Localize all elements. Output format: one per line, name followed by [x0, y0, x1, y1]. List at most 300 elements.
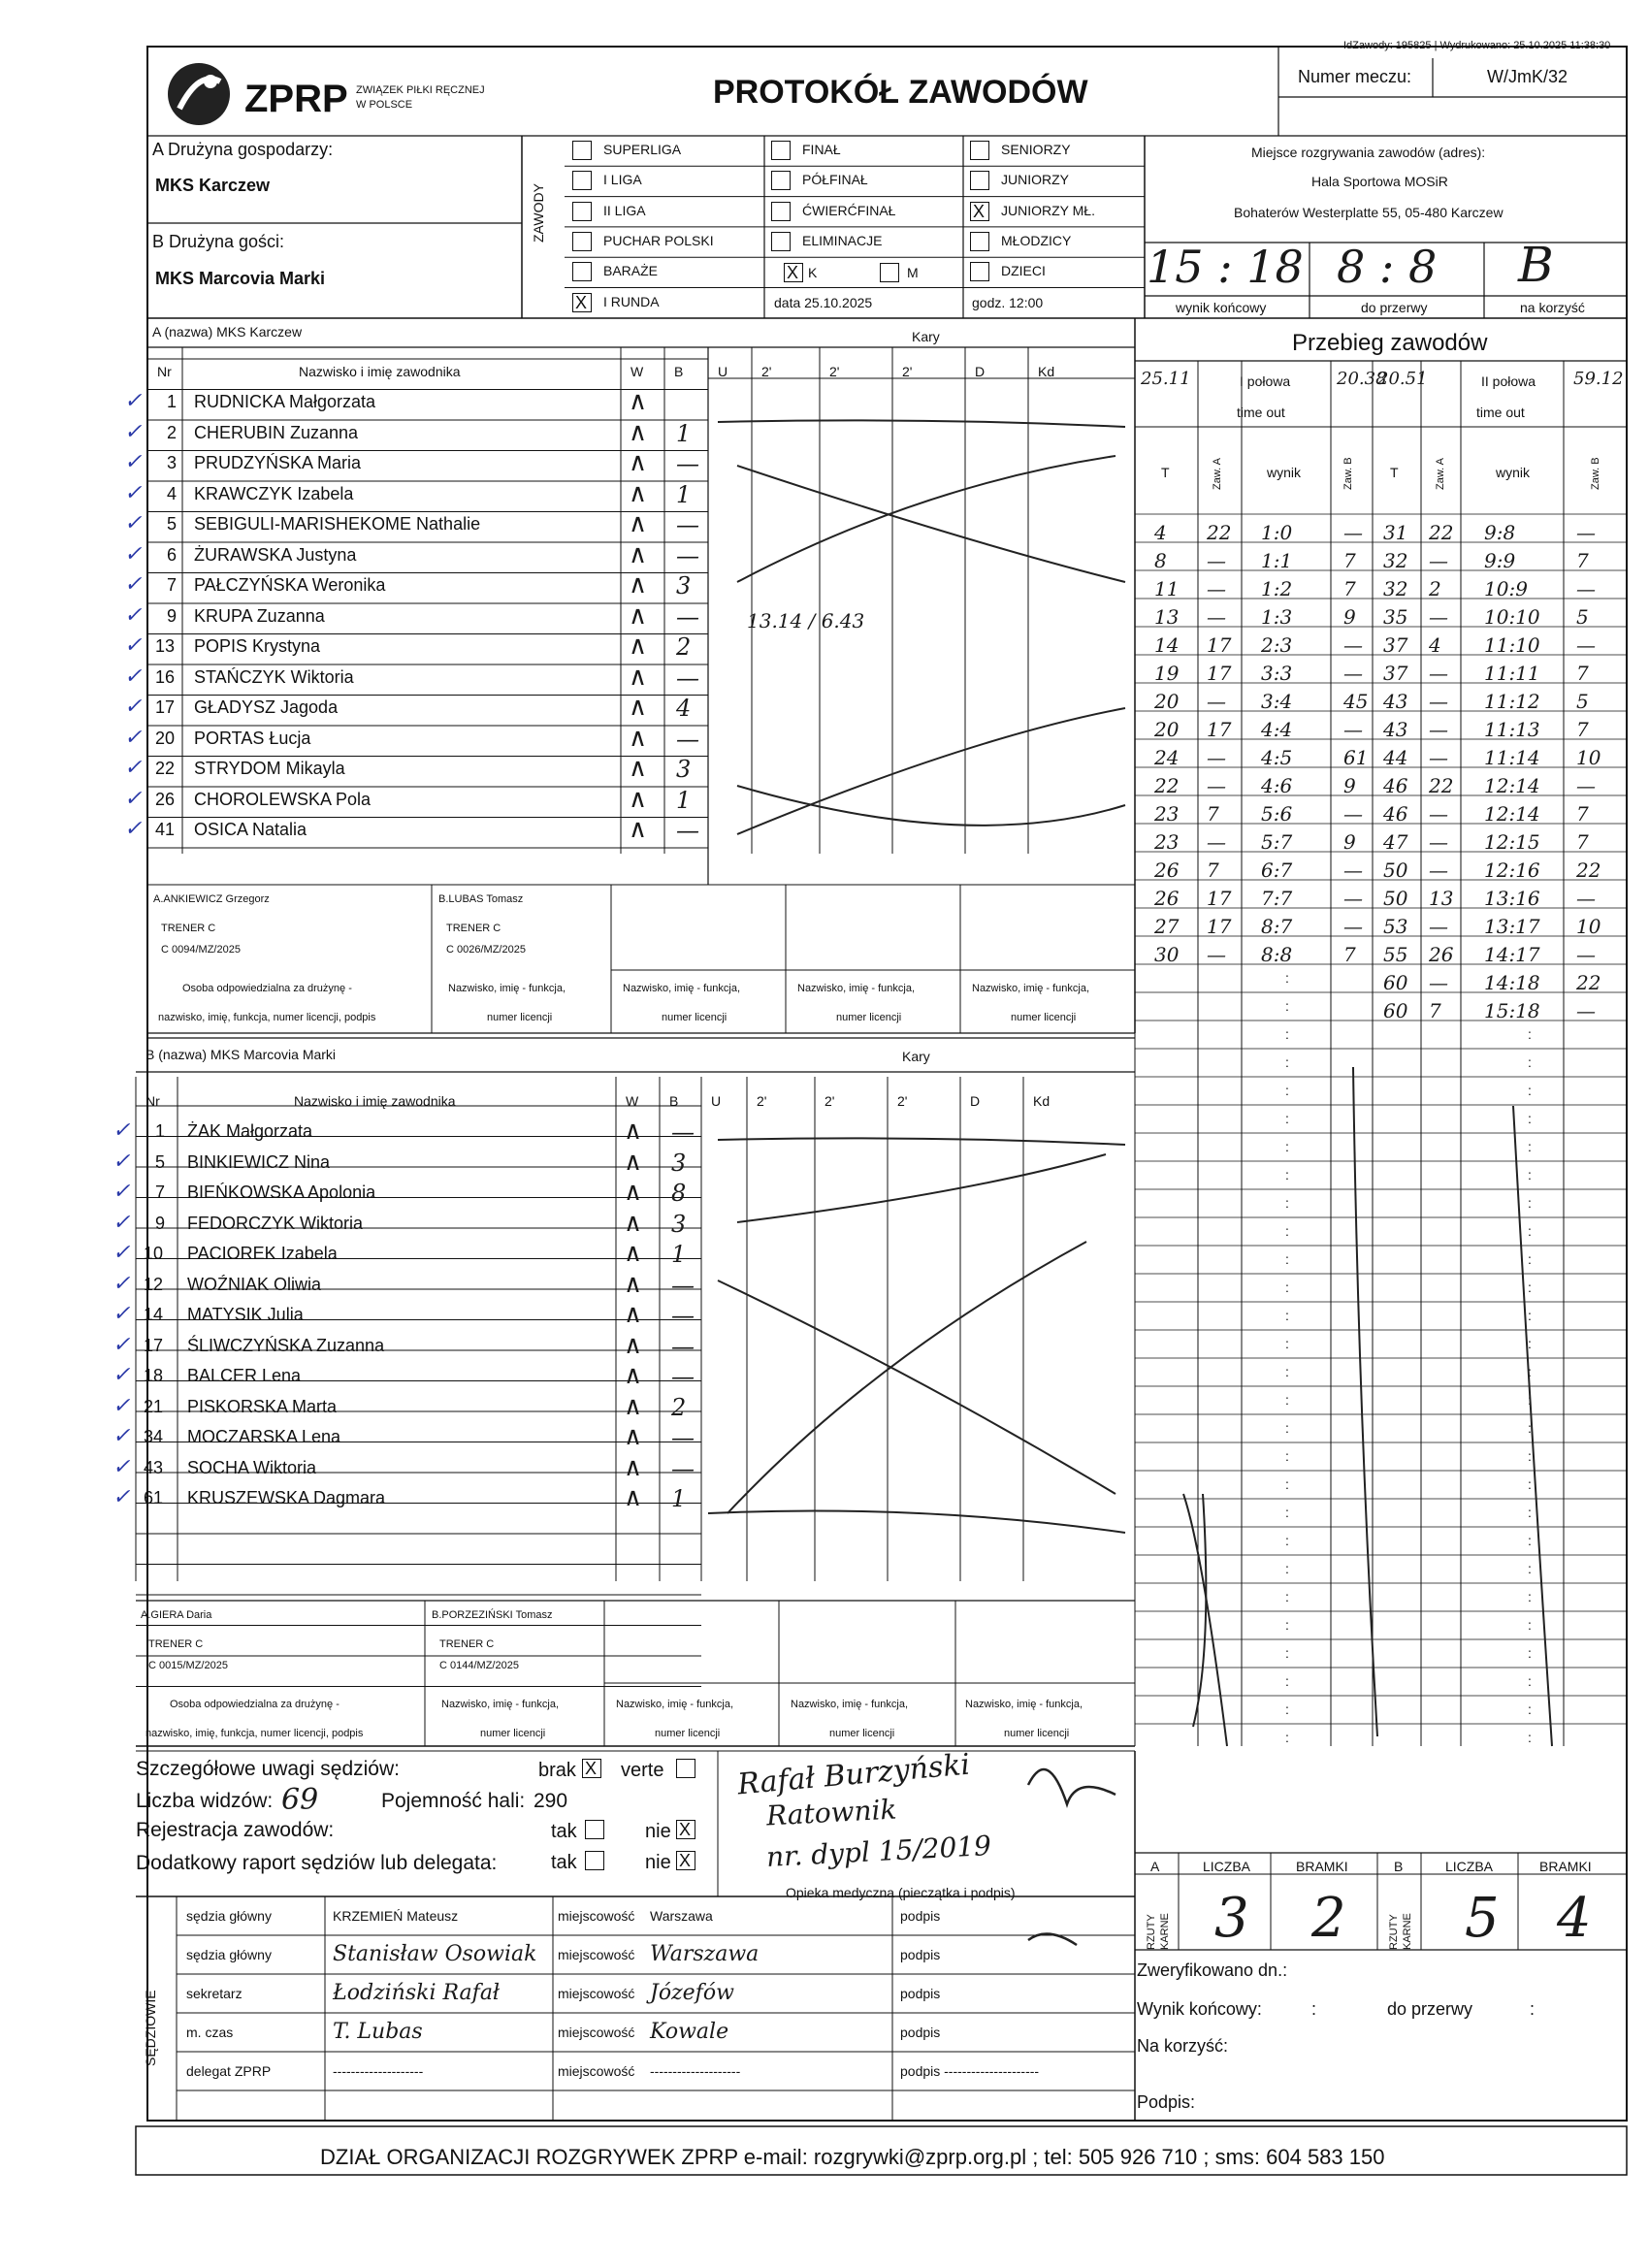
- second-half-label: II połowa: [1481, 373, 1536, 389]
- player-present-mark-icon: ∧: [624, 1391, 643, 1421]
- half-score-label: do przerwy: [1361, 300, 1428, 315]
- spectators-label: Liczba widzów:: [136, 1790, 274, 1812]
- empty-score-colon: :: [1285, 1308, 1289, 1323]
- competition-label: BARAŻE: [603, 263, 659, 279]
- empty-score-colon: :: [1528, 1533, 1532, 1548]
- column-header: 2': [829, 364, 840, 379]
- empty-score-colon: :: [1285, 1476, 1289, 1492]
- progress-cell: 55: [1383, 943, 1408, 966]
- referee-sign-label: podpis: [900, 1986, 941, 2001]
- progress-cell: 31: [1383, 521, 1408, 544]
- player-name: OSICA Natalia: [194, 820, 307, 839]
- progress-cell: 7: [1576, 549, 1589, 572]
- player-present-mark-icon: ∧: [629, 417, 648, 447]
- player-goals: —: [671, 1302, 695, 1329]
- progress-cell: 20: [1154, 690, 1180, 713]
- player-goals: —: [671, 1454, 695, 1482]
- referee-place-label: miejscowość: [558, 2063, 635, 2079]
- progress-cell: 22: [1429, 774, 1454, 797]
- progress-cell: 7: [1207, 859, 1219, 882]
- competition-label: SENIORZY: [1001, 142, 1071, 157]
- extra-report-tak: tak: [551, 1852, 577, 1873]
- player-name: BIEŃKOWSKA Apolonia: [187, 1183, 376, 1202]
- empty-score-colon: :: [1528, 1673, 1532, 1689]
- column-header: D: [970, 1093, 981, 1109]
- progress-cell: —: [1576, 887, 1596, 910]
- progress-cell: 30: [1154, 943, 1180, 966]
- column-header: D: [975, 364, 986, 379]
- official-subcaption: Nazwisko, imię - funkcja,: [448, 983, 566, 994]
- player-present-mark-icon: ∧: [624, 1117, 643, 1146]
- referee-sign-label: podpis ---------------------: [900, 2063, 1040, 2079]
- empty-score-colon: :: [1528, 1589, 1532, 1604]
- match-no: W/JmK/32: [1487, 67, 1568, 86]
- progress-cell: 7: [1429, 999, 1441, 1022]
- progress-cell: 11:12: [1484, 690, 1540, 713]
- player-number: 5: [155, 1151, 166, 1172]
- competition-label: JUNIORZY MŁ.: [1001, 202, 1095, 218]
- official-name: B.LUBAS Tomasz: [438, 893, 524, 905]
- handwritten-stroke: [737, 456, 1116, 582]
- progress-cell: —: [1429, 549, 1448, 572]
- empty-score-colon: :: [1528, 1026, 1532, 1042]
- medic-name: Rafał Burzyński: [735, 1747, 972, 1802]
- player-goals: 3: [676, 572, 692, 599]
- handwritten-stroke: [1193, 1494, 1206, 1727]
- player-number: 14: [144, 1305, 164, 1324]
- verify-checkmark-icon: ✓: [113, 1363, 131, 1387]
- competition-label: PÓŁFINAŁ: [802, 172, 868, 188]
- progress-cell: 11:10: [1484, 633, 1540, 657]
- player-number: 16: [155, 666, 176, 687]
- player-goals: 8: [671, 1180, 687, 1207]
- progress-cell: 11:13: [1484, 718, 1540, 741]
- progress-cell: 1:1: [1261, 549, 1293, 572]
- player-number: 1: [155, 1121, 166, 1141]
- pt-a-karne: KARNE: [1159, 1913, 1171, 1950]
- progress-cell: 12:14: [1484, 774, 1540, 797]
- verify-sign-label: Podpis:: [1137, 2092, 1196, 2112]
- empty-score-colon: :: [1285, 998, 1289, 1014]
- player-name: MATYSIK Julia: [187, 1305, 304, 1324]
- player-number: 43: [144, 1457, 164, 1477]
- player-number: 20: [155, 728, 176, 748]
- handwritten-stroke: [728, 1242, 1086, 1513]
- logo-sub2: W POLSCE: [356, 99, 413, 111]
- empty-score-colon: :: [1285, 1617, 1289, 1633]
- empty-score-colon: :: [1285, 1420, 1289, 1436]
- player-present-mark-icon: ∧: [629, 784, 648, 814]
- referee-place: Kowale: [650, 2020, 729, 2044]
- progress-cell: 46: [1383, 802, 1408, 826]
- progress-cell: 14: [1154, 633, 1180, 657]
- official-subcaption: numer licencji: [1004, 1728, 1070, 1739]
- verify-checkmark-icon: ✓: [124, 756, 143, 780]
- empty-score-colon: :: [1528, 1280, 1532, 1295]
- progress-cell: —: [1576, 577, 1596, 600]
- half-score: 8 : 8: [1337, 241, 1438, 293]
- progress-cell: 23: [1154, 802, 1180, 826]
- player-present-mark-icon: ∧: [624, 1208, 643, 1238]
- verify-half-label: do przerwy: [1387, 1999, 1473, 2019]
- progress-cell: 17: [1207, 915, 1232, 938]
- empty-score-colon: :: [1528, 1505, 1532, 1520]
- player-name: WOŹNIAK Oliwia: [187, 1274, 322, 1294]
- brak-label: brak: [538, 1760, 576, 1781]
- home-label: A Drużyna gospodarzy:: [152, 140, 334, 159]
- player-name: BINKIEWICZ Nina: [187, 1151, 331, 1172]
- progress-cell: 7: [1576, 802, 1589, 826]
- pt-a-goals: 2: [1311, 1887, 1346, 1950]
- progress-cell: 5: [1576, 605, 1589, 629]
- progress-cell: 5:7: [1261, 830, 1293, 854]
- progress-cell: —: [1429, 605, 1448, 629]
- handwritten-stroke: [737, 786, 1125, 826]
- progress-cell: 1:2: [1261, 577, 1293, 600]
- empty-score-colon: :: [1528, 1392, 1532, 1408]
- col-zaw-b-2: Zaw. B: [1590, 457, 1601, 490]
- empty-score-colon: :: [1285, 1251, 1289, 1267]
- referee-place-label: miejscowość: [558, 1908, 635, 1924]
- competition-checkbox-mark: X: [973, 201, 986, 221]
- player-goals: —: [671, 1118, 695, 1146]
- competition-checkbox-mark: X: [575, 292, 588, 312]
- player-present-mark-icon: ∧: [624, 1147, 643, 1177]
- empty-score-colon: :: [1285, 1054, 1289, 1070]
- player-number: 22: [155, 759, 176, 778]
- empty-score-colon: :: [1528, 1083, 1532, 1098]
- player-number: 9: [167, 605, 178, 626]
- progress-cell: —: [1429, 859, 1448, 882]
- player-name: KRAWCZYK Izabela: [194, 483, 354, 503]
- column-header: B: [674, 364, 684, 379]
- medic-role: Ratownik: [765, 1793, 898, 1832]
- referee-role: delegat ZPRP: [186, 2063, 272, 2079]
- progress-cell: 10:10: [1484, 605, 1540, 629]
- progress-cell: 50: [1383, 887, 1408, 910]
- progress-cell: —: [1207, 830, 1226, 854]
- referee-name: --------------------: [333, 2063, 424, 2079]
- empty-score-colon: :: [1528, 1054, 1532, 1070]
- progress-cell: 7: [1207, 802, 1219, 826]
- verify-checkmark-icon: ✓: [124, 572, 143, 597]
- progress-cell: 60: [1383, 999, 1408, 1022]
- verify-checkmark-icon: ✓: [124, 511, 143, 535]
- handwritten-stroke: [1028, 1934, 1077, 1945]
- progress-cell: —: [1343, 633, 1363, 657]
- registration-label: Rejestracja zawodów:: [136, 1819, 335, 1841]
- progress-cell: 10:9: [1484, 577, 1528, 600]
- verify-checkmark-icon: ✓: [113, 1118, 131, 1143]
- empty-score-colon: :: [1528, 1617, 1532, 1633]
- referee-role: sekretarz: [186, 1986, 242, 2001]
- empty-score-colon: :: [1528, 1730, 1532, 1745]
- player-name: PRUDZYŃSKA Maria: [194, 453, 362, 472]
- player-number: 41: [155, 820, 176, 839]
- pt-a-count: 3: [1214, 1887, 1249, 1950]
- player-present-mark-icon: ∧: [629, 570, 648, 599]
- player-number: 26: [155, 789, 176, 809]
- player-goals: —: [676, 817, 699, 844]
- progress-cell: 26: [1154, 887, 1180, 910]
- empty-score-colon: :: [1285, 1195, 1289, 1211]
- progress-cell: 1:0: [1261, 521, 1293, 544]
- progress-cell: 4:5: [1261, 746, 1293, 769]
- verify-checkmark-icon: ✓: [124, 695, 143, 719]
- player-name: BALCER Lena: [187, 1366, 302, 1385]
- progress-cell: —: [1207, 774, 1226, 797]
- referee-name: T. Lubas: [333, 2020, 423, 2044]
- pt-b-liczba: LICZBA: [1445, 1859, 1494, 1874]
- referee-name: KRZEMIEŃ Mateusz: [333, 1908, 459, 1924]
- player-number: 12: [144, 1274, 164, 1294]
- player-goals: 1: [671, 1485, 687, 1512]
- progress-cell: 3:3: [1261, 662, 1293, 685]
- progress-cell: 4: [1154, 521, 1167, 544]
- verify-checkmark-icon: ✓: [113, 1485, 131, 1509]
- handwritten-stroke: [737, 466, 1125, 582]
- progress-cell: 13: [1154, 605, 1180, 629]
- player-name: KRUSZEWSKA Dagmara: [187, 1488, 386, 1507]
- column-header: 2': [897, 1093, 908, 1109]
- verify-checkmark-icon: ✓: [124, 480, 143, 505]
- empty-score-colon: :: [1285, 1083, 1289, 1098]
- progress-cell: 35: [1383, 605, 1408, 629]
- empty-score-colon: :: [1528, 1476, 1532, 1492]
- official-subcaption: Nazwisko, imię - funkcja,: [623, 983, 741, 994]
- registration-tak: tak: [551, 1821, 577, 1842]
- player-number: 4: [167, 483, 178, 503]
- empty-score-colon: :: [1285, 1364, 1289, 1379]
- column-header: U: [711, 1093, 722, 1109]
- pt-b-rzuty: RZUTY: [1388, 1914, 1400, 1950]
- player-name: PACIOREK Izabela: [187, 1244, 338, 1263]
- progress-cell: 24: [1154, 746, 1180, 769]
- empty-score-colon: :: [1285, 1730, 1289, 1745]
- column-header: Kd: [1038, 364, 1055, 379]
- column-header: 2': [824, 1093, 835, 1109]
- extra-report-nie-mark: X: [679, 1851, 692, 1870]
- official-subcaption: Nazwisko, imię - funkcja,: [965, 1699, 1083, 1710]
- progress-cell: 26: [1429, 943, 1454, 966]
- pt-b: B: [1394, 1859, 1404, 1874]
- second-half-end: 59.12: [1573, 369, 1624, 389]
- player-name: ŻURAWSKA Justyna: [194, 544, 357, 565]
- player-goals: 2: [676, 633, 692, 661]
- player-goals: 3: [671, 1149, 687, 1177]
- home-name: MKS Karczew: [155, 176, 271, 195]
- player-name: CHOROLEWSKA Pola: [194, 789, 372, 809]
- player-number: 13: [155, 636, 176, 656]
- col-time-2: T: [1390, 465, 1399, 480]
- player-goals: 1: [676, 419, 692, 447]
- progress-cell: 13:16: [1484, 887, 1540, 910]
- progress-cell: 5:6: [1261, 802, 1293, 826]
- empty-score-colon: :: [1285, 1026, 1289, 1042]
- empty-score-colon: :: [1285, 1111, 1289, 1126]
- referee-sign-label: podpis: [900, 1947, 941, 1962]
- column-header: W: [630, 364, 644, 379]
- empty-score-colon: :: [1285, 1223, 1289, 1239]
- progress-cell: —: [1207, 690, 1226, 713]
- venue-address: Bohaterów Westerplatte 55, 05-480 Karczew: [1234, 205, 1504, 220]
- official-role: TRENER C: [446, 923, 501, 934]
- pt-b-karne: KARNE: [1402, 1913, 1413, 1950]
- progress-cell: —: [1576, 999, 1596, 1022]
- competition-label: II LIGA: [603, 202, 646, 218]
- progress-cell: 47: [1383, 830, 1408, 854]
- spectators-count: 69: [281, 1783, 319, 1817]
- player-name: SOCHA Wiktoria: [187, 1457, 317, 1477]
- competition-label: ĆWIERĆFINAŁ: [802, 202, 896, 218]
- player-present-mark-icon: ∧: [629, 693, 648, 722]
- progress-cell: 17: [1207, 633, 1232, 657]
- player-goals: —: [671, 1363, 695, 1390]
- col-zaw-b: Zaw. B: [1342, 457, 1354, 490]
- progress-cell: 14:17: [1484, 943, 1540, 966]
- player-present-mark-icon: ∧: [629, 448, 648, 477]
- official-licence: C 0026/MZ/2025: [446, 944, 526, 956]
- competition-label: FINAŁ: [802, 142, 841, 157]
- player-name: PORTAS Łucja: [194, 728, 311, 748]
- progress-cell: 22: [1429, 521, 1454, 544]
- medic-diploma: nr. dypl 15/2019: [765, 1829, 992, 1874]
- player-present-mark-icon: ∧: [624, 1239, 643, 1268]
- winner-label: na korzyść: [1520, 300, 1585, 315]
- player-number: 1: [167, 392, 178, 411]
- progress-cell: 27: [1154, 915, 1180, 938]
- official-subcaption: numer licencji: [487, 1012, 553, 1023]
- official-subcaption: numer licencji: [829, 1728, 895, 1739]
- official-subcaption: numer licencji: [480, 1728, 546, 1739]
- away-label: B Drużyna gości:: [152, 232, 285, 251]
- player-number: 5: [167, 514, 178, 534]
- player-goals: 2: [671, 1393, 687, 1421]
- progress-cell: 4:6: [1261, 774, 1293, 797]
- gender-k-mark: X: [787, 263, 799, 282]
- remarks-label: Szczegółowe uwagi sędziów:: [136, 1758, 400, 1780]
- official-caption: Osoba odpowiedzialna za drużynę -: [182, 983, 352, 994]
- verify-half-colon: :: [1530, 1999, 1536, 2019]
- column-header: Nr: [157, 364, 172, 379]
- player-name: CHERUBIN Zuzanna: [194, 422, 359, 442]
- progress-cell: 37: [1383, 662, 1408, 685]
- player-present-mark-icon: ∧: [629, 754, 648, 783]
- progress-cell: —: [1576, 943, 1596, 966]
- progress-cell: —: [1343, 802, 1363, 826]
- referee-place-label: miejscowość: [558, 1947, 635, 1962]
- player-number: 61: [144, 1488, 164, 1507]
- empty-score-colon: :: [1528, 1448, 1532, 1464]
- player-name: GŁADYSZ Jagoda: [194, 697, 339, 717]
- match-date: data 25.10.2025: [774, 295, 873, 310]
- registration-nie: nie: [645, 1821, 671, 1842]
- empty-score-colon: :: [1528, 1561, 1532, 1576]
- verify-checkmark-icon: ✓: [124, 541, 143, 567]
- col-zaw-a-2: Zaw. A: [1435, 457, 1446, 490]
- extra-report-nie: nie: [645, 1852, 671, 1873]
- referee-sign-label: podpis: [900, 2025, 941, 2040]
- competition-label: JUNIORZY: [1001, 172, 1069, 188]
- official-name: B.PORZEZIŃSKI Tomasz: [432, 1609, 553, 1621]
- verify-checkmark-icon: ✓: [113, 1424, 131, 1448]
- handwritten-stroke: [1028, 1769, 1116, 1804]
- player-name: KRUPA Zuzanna: [194, 605, 325, 626]
- progress-cell: 20: [1154, 718, 1180, 741]
- handwritten-stroke: [737, 708, 1125, 834]
- player-present-mark-icon: ∧: [629, 509, 648, 538]
- progress-cell: 17: [1207, 718, 1232, 741]
- official-licence: C 0094/MZ/2025: [161, 944, 241, 956]
- player-number: 21: [144, 1396, 164, 1416]
- player-present-mark-icon: ∧: [629, 632, 648, 661]
- progress-cell: 32: [1383, 549, 1408, 572]
- official-licence: C 0144/MZ/2025: [439, 1660, 519, 1671]
- logo-sub1: ZWIĄZEK PIŁKI RĘCZNEJ: [356, 84, 485, 96]
- competition-label: SUPERLIGA: [603, 142, 682, 157]
- capacity-label: Pojemność hali:: [381, 1790, 526, 1812]
- player-number: 9: [155, 1213, 166, 1233]
- match-time: godz. 12:00: [972, 295, 1044, 310]
- empty-score-colon: :: [1285, 1561, 1289, 1576]
- progress-cell: —: [1429, 746, 1448, 769]
- progress-cell: 11: [1154, 577, 1180, 600]
- official-subcaption: Nazwisko, imię - funkcja,: [616, 1699, 734, 1710]
- column-header: Nr: [146, 1093, 160, 1109]
- away-name: MKS Marcovia Marki: [155, 269, 326, 288]
- gender-k-label: K: [808, 265, 818, 280]
- handwritten-stroke: [737, 1154, 1106, 1222]
- final-score: 15 : 18: [1147, 241, 1304, 293]
- verify-checkmark-icon: ✓: [113, 1149, 131, 1174]
- first-half-start: 25.11: [1141, 369, 1191, 389]
- player-goals: 3: [671, 1210, 687, 1238]
- pt-b-count: 5: [1465, 1887, 1500, 1950]
- progress-cell: —: [1207, 943, 1226, 966]
- official-subcaption: numer licencji: [836, 1012, 902, 1023]
- first-half-label: I połowa: [1240, 373, 1291, 389]
- progress-cell: 61: [1343, 746, 1369, 769]
- column-header: 2': [757, 1093, 767, 1109]
- progress-cell: 26: [1154, 859, 1180, 882]
- progress-title: Przebieg zawodów: [1292, 330, 1488, 356]
- pt-a: A: [1150, 1859, 1160, 1874]
- player-goals: —: [676, 511, 699, 538]
- verify-checkmark-icon: ✓: [124, 664, 143, 689]
- player-number: 7: [155, 1183, 166, 1202]
- verify-checkmark-icon: ✓: [124, 419, 143, 444]
- progress-cell: —: [1429, 662, 1448, 685]
- empty-score-colon: :: [1285, 1533, 1289, 1548]
- empty-score-colon: :: [1528, 1364, 1532, 1379]
- player-number: 7: [167, 575, 178, 595]
- official-subcaption: numer licencji: [1011, 1012, 1077, 1023]
- referee-name: Łodziński Rafał: [333, 1981, 501, 2005]
- progress-cell: 7:7: [1261, 887, 1293, 910]
- player-name: SEBIGULI-MARISHEKOME Nathalie: [194, 514, 481, 534]
- progress-cell: 10: [1576, 746, 1601, 769]
- empty-score-colon: :: [1528, 1420, 1532, 1436]
- official-subcaption: Nazwisko, imię - funkcja,: [441, 1699, 560, 1710]
- player-present-mark-icon: ∧: [624, 1422, 643, 1451]
- official-subcaption: Nazwisko, imię - funkcja,: [972, 983, 1090, 994]
- official-caption: Osoba odpowiedzialna za drużynę -: [170, 1699, 340, 1710]
- empty-score-colon: :: [1528, 1223, 1532, 1239]
- official-subcaption: numer licencji: [662, 1012, 728, 1023]
- progress-cell: —: [1429, 802, 1448, 826]
- column-header: 2': [902, 364, 913, 379]
- column-header: W: [626, 1093, 639, 1109]
